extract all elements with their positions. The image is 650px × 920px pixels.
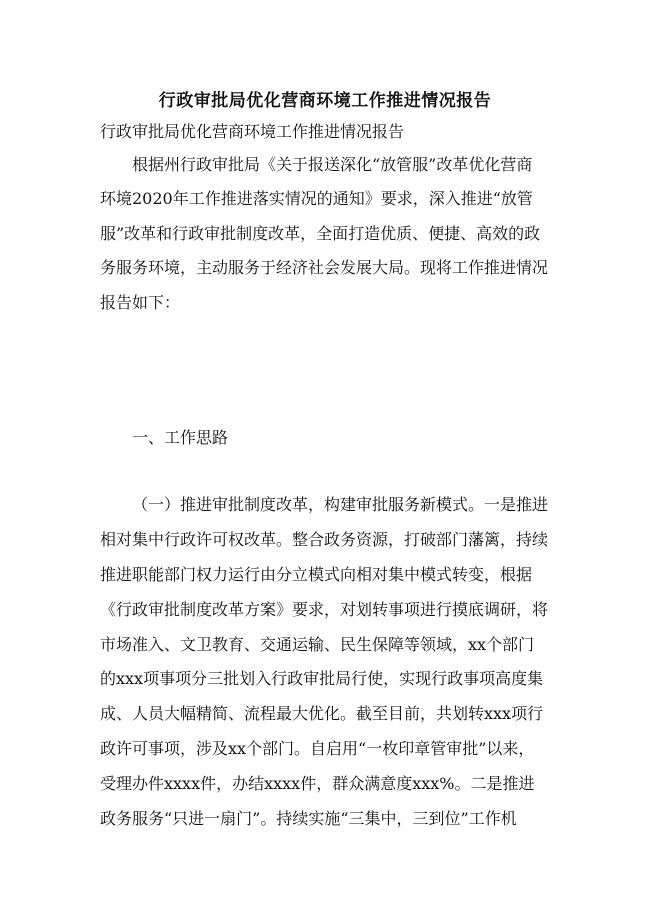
intro-line: 服”改革和行政审批制度改革，全面打造优质、便捷、高效的政	[100, 224, 541, 243]
body-line: 的xxx项事项分三批划入行政审批局行使，实现行政事项高度集	[100, 669, 544, 688]
body-line: 政务服务“只进一扇门”。持续实施“三集中，三到位”工作机	[100, 809, 517, 828]
intro-line: 报告如下：	[100, 293, 181, 312]
document-subtitle: 行政审批局优化营商环境工作推进情况报告	[100, 122, 405, 141]
body-line: 受理办件xxxx件，办结xxxx件，群众满意度xxx%。二是推进	[100, 774, 535, 793]
body-line: 政许可事项，涉及xx个部门。自启用“一枚印章管审批”以来，	[100, 739, 535, 758]
section-heading: 一、工作思路	[132, 428, 229, 447]
intro-line: 根据州行政审批局《关于报送深化“放管服”改革优化营商	[132, 155, 533, 174]
body-line: 《行政审批制度改革方案》要求，对划转事项进行摸底调研，将	[100, 600, 549, 619]
intro-line: 务服务环境，主动服务于经济社会发展大局。现将工作推进情况	[100, 258, 549, 277]
body-line: 相对集中行政许可权改革。整合政务资源，打破部门藩篱，持续	[100, 530, 549, 549]
document-title: 行政审批局优化营商环境工作推进情况报告	[158, 91, 492, 111]
body-line: 市场准入、文卫教育、交通运输、民生保障等领域，xx个部门	[100, 635, 535, 654]
body-line: （一）推进审批制度改革，构建审批服务新模式。一是推进	[132, 495, 549, 514]
intro-line: 环境2020年工作推进落实情况的通知》要求，深入推进“放管	[100, 189, 533, 208]
body-line: 推进职能部门权力运行由分立模式向相对集中模式转变，根据	[100, 565, 533, 584]
body-line: 成、人员大幅精简、流程最大优化。截至目前，共划转xxx项行	[100, 704, 544, 723]
